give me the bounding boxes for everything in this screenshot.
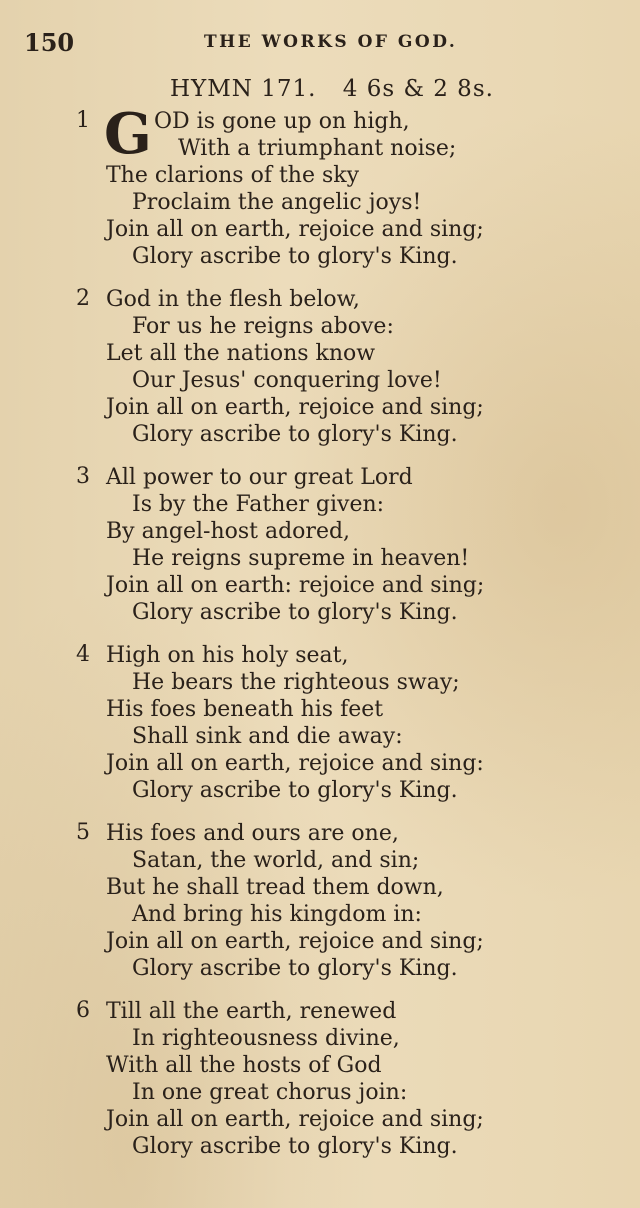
verse-line: With a triumphant noise;: [178, 136, 457, 161]
hymn-title: [170, 76, 590, 102]
stanza: [0, 464, 640, 626]
stanza-number: 3: [76, 464, 90, 489]
verse-line: His foes beneath his feet: [106, 697, 384, 722]
verse-line: Join all on earth, rejoice and sing:: [106, 751, 484, 776]
stanza: [0, 642, 640, 804]
stanza: [0, 286, 640, 448]
verse-line: Join all on earth, rejoice and sing;: [106, 217, 484, 242]
verse-line: Shall sink and die away:: [132, 724, 403, 749]
verse-line: Glory ascribe to glory's King.: [132, 422, 458, 447]
hymn-number: HYMN 171.: [170, 76, 317, 102]
verse-line: Satan, the world, and sin;: [132, 848, 420, 873]
verse-line: God in the flesh below,: [106, 287, 360, 312]
verse-line: Glory ascribe to glory's King.: [132, 778, 458, 803]
verse-line: But he shall tread them down,: [106, 875, 444, 900]
verse-line: Glory ascribe to glory's King.: [132, 244, 458, 269]
verse-line: He bears the righteous sway;: [132, 670, 460, 695]
verse-line: Glory ascribe to glory's King.: [132, 1134, 458, 1159]
page-header: [24, 28, 604, 58]
verse-line: The clarions of the sky: [106, 163, 360, 188]
verse-line: In righteousness divine,: [132, 1026, 400, 1051]
drop-cap: G: [104, 101, 152, 167]
verse-line: For us he reigns above:: [132, 314, 394, 339]
verse-line: Let all the nations know: [106, 341, 376, 366]
verse-line: Till all the earth, renewed: [106, 999, 397, 1024]
verse-line: OD is gone up on high,: [154, 109, 410, 134]
verse-line: Join all on earth: rejoice and sing;: [106, 573, 485, 598]
stanza-number: 6: [76, 998, 90, 1023]
verse-line: In one great chorus join:: [132, 1080, 408, 1105]
verse-line: His foes and ours are one,: [106, 821, 399, 846]
stanza-list: [0, 101, 640, 1176]
verse-line: Is by the Father given:: [132, 492, 385, 517]
verse-line: He reigns supreme in heaven!: [132, 546, 470, 571]
stanza: [0, 820, 640, 982]
verse-line: High on his holy seat,: [106, 643, 349, 668]
page-number: 150: [24, 28, 75, 57]
verse-line: Glory ascribe to glory's King.: [132, 956, 458, 981]
stanza-number: 1: [76, 108, 90, 133]
verse-line: Join all on earth, rejoice and sing;: [106, 1107, 484, 1132]
stanza-number: 4: [76, 642, 90, 667]
stanza: [0, 101, 640, 270]
verse-line: And bring his kingdom in:: [132, 902, 422, 927]
verse-line: All power to our great Lord: [106, 465, 413, 490]
stanza: [0, 998, 640, 1160]
running-head: THE WORKS OF GOD.: [204, 32, 458, 52]
hymn-meter: 4 6s & 2 8s.: [342, 76, 494, 102]
verse-line: Our Jesus' conquering love!: [132, 368, 442, 393]
stanza-number: 5: [76, 820, 90, 845]
verse-line: Glory ascribe to glory's King.: [132, 600, 458, 625]
stanza-number: 2: [76, 286, 90, 311]
verse-line: Join all on earth, rejoice and sing;: [106, 929, 484, 954]
verse-line: By angel-host adored,: [106, 519, 351, 544]
verse-line: Join all on earth, rejoice and sing;: [106, 395, 484, 420]
verse-line: Proclaim the angelic joys!: [132, 190, 422, 215]
verse-line: With all the hosts of God: [106, 1053, 382, 1078]
